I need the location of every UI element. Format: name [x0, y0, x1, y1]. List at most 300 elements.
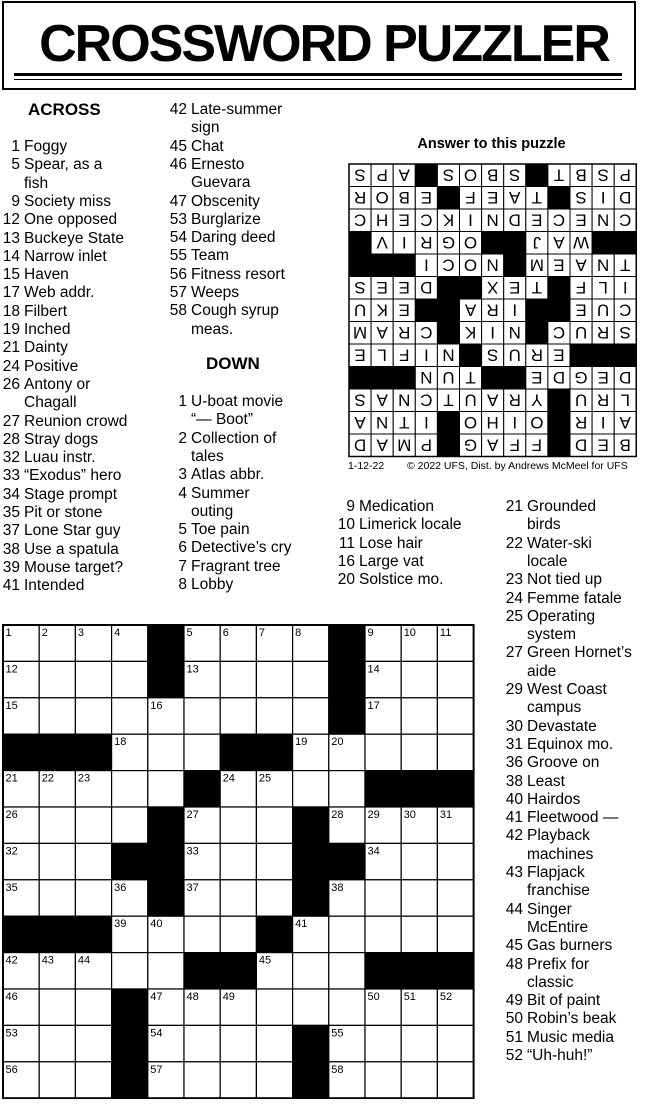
down-clue	[505, 1028, 645, 1047]
across-clue	[2, 247, 159, 266]
answer-letter: R	[398, 322, 411, 342]
answer-letter: P	[619, 165, 631, 185]
grid-cell[interactable]	[75, 698, 111, 734]
answer-letter: S	[619, 322, 631, 342]
grid-cell[interactable]	[401, 916, 437, 952]
cell-number: 30	[403, 809, 416, 821]
answer-letter: N	[597, 255, 610, 275]
grid-cell[interactable]	[220, 1025, 256, 1061]
answer-letter: Y	[531, 390, 543, 410]
answer-black-square	[482, 232, 504, 255]
down-clue	[505, 644, 645, 681]
clue-number: 54	[169, 229, 187, 247]
answer-letter: A	[354, 412, 366, 432]
grid-cell[interactable]	[148, 953, 184, 989]
grid-cell[interactable]	[220, 661, 256, 697]
grid-cell[interactable]	[39, 1025, 75, 1061]
grid-cell[interactable]	[365, 734, 401, 770]
grid-cell[interactable]	[401, 843, 437, 879]
grid-cell[interactable]	[112, 661, 148, 697]
answer-letter: F	[575, 277, 587, 297]
grid-cell[interactable]	[256, 661, 292, 697]
grid-cell[interactable]	[437, 661, 473, 697]
answer-letter: A	[486, 390, 499, 410]
answer-letter: U	[574, 390, 588, 410]
grid-cell[interactable]	[329, 989, 365, 1025]
answer-letter: C	[420, 210, 433, 230]
grid-cell[interactable]	[184, 1025, 220, 1061]
black-square	[112, 843, 148, 879]
grid-cell[interactable]	[437, 843, 473, 879]
answer-black-square	[548, 299, 570, 322]
black-square	[220, 953, 256, 989]
grid-cell[interactable]	[39, 1062, 75, 1098]
clue-number: 30	[505, 717, 523, 735]
black-square	[148, 880, 184, 916]
answer-letter: O	[463, 165, 478, 185]
answer-black-square	[526, 322, 548, 345]
answer-letter: B	[398, 187, 410, 207]
answer-letter: E	[486, 187, 499, 207]
answer-letter: D	[619, 367, 632, 387]
grid-cell[interactable]	[220, 698, 256, 734]
across-clue	[2, 467, 159, 485]
down-clue	[505, 900, 645, 938]
grid-cell[interactable]	[75, 843, 111, 879]
clue-number: 27	[2, 412, 20, 430]
answer-letter: T	[531, 277, 543, 297]
black-square	[3, 916, 39, 952]
answer-black-square	[437, 412, 459, 435]
clue-text: Large vat	[359, 552, 424, 570]
clue-text: Society miss	[24, 192, 111, 210]
black-square	[365, 771, 401, 807]
grid-cell[interactable]	[401, 734, 437, 770]
grid-cell[interactable]	[437, 1062, 473, 1098]
answer-letter: R	[530, 345, 543, 365]
answer-black-square	[614, 232, 636, 255]
black-square	[148, 843, 184, 879]
clue-text: “Exodus” hero	[24, 467, 122, 485]
clue-text: Ernesto Guevara	[191, 155, 251, 192]
black-square	[256, 734, 292, 770]
clue-text: Grounded birds	[527, 498, 596, 534]
page-title: CROSSWORD PUZZLER	[39, 15, 609, 73]
answer-letter: U	[508, 345, 521, 365]
across-clue	[2, 412, 159, 431]
down-clue	[337, 516, 489, 534]
answer-letter: K	[376, 300, 388, 320]
black-square	[75, 916, 111, 952]
grid-cell[interactable]	[365, 1062, 401, 1098]
answer-letter: E	[354, 345, 366, 365]
grid-cell[interactable]	[256, 880, 292, 916]
answer-letter: S	[354, 165, 366, 185]
cell-number: 4	[114, 627, 121, 639]
clue-text: Buckeye State	[24, 229, 124, 247]
clue-text: Mouse target?	[24, 558, 124, 576]
grid-cell[interactable]	[148, 771, 184, 807]
grid-cell[interactable]	[401, 880, 437, 916]
cell-number: 24	[222, 772, 235, 785]
across-clue	[2, 375, 159, 413]
down-header: DOWN	[206, 354, 260, 373]
grid-cell[interactable]	[148, 734, 184, 770]
answer-letter: C	[353, 210, 367, 230]
grid-cell[interactable]	[329, 916, 365, 952]
clue-text: Spear, as a fish	[24, 156, 103, 192]
clue-number: 26	[2, 375, 20, 393]
grid-cell[interactable]	[256, 698, 292, 734]
down-clue	[505, 534, 645, 572]
answer-letter: O	[463, 412, 478, 432]
grid-cell[interactable]	[39, 880, 75, 916]
clue-text: Toe pain	[191, 521, 250, 539]
across-clue	[169, 284, 316, 302]
cell-number: 39	[114, 918, 127, 931]
answer-letter: C	[619, 210, 632, 230]
down-clue	[505, 955, 645, 993]
grid-cell[interactable]	[293, 989, 329, 1025]
cell-number: 43	[41, 954, 54, 967]
cell-number: 13	[186, 663, 199, 676]
clue-number: 2	[178, 429, 187, 447]
answer-letter: D	[508, 210, 521, 230]
answer-black-square	[371, 367, 393, 390]
answer-letter: B	[575, 165, 587, 185]
grid-cell[interactable]	[437, 734, 473, 770]
grid-cell[interactable]	[401, 1025, 437, 1061]
answer-letter: H	[376, 210, 389, 230]
answer-letter: U	[464, 390, 477, 410]
cell-number: 58	[331, 1063, 344, 1076]
clue-number: 20	[337, 571, 355, 589]
clue-number: 4	[178, 484, 187, 502]
puzzle-grid-svg[interactable]	[2, 624, 475, 1099]
answer-letter: I	[401, 232, 407, 252]
black-square	[365, 953, 401, 989]
down-clue	[346, 498, 489, 516]
answer-grid	[348, 163, 637, 463]
grid-cell[interactable]	[401, 1062, 437, 1098]
across-clue	[2, 302, 159, 321]
cell-number: 9	[367, 627, 374, 639]
answer-black-square	[548, 412, 570, 435]
across-header: ACROSS	[28, 100, 101, 119]
down-clue	[505, 772, 645, 791]
clue-number: 49	[505, 992, 523, 1010]
grid-cell[interactable]	[39, 698, 75, 734]
clue-number: 1	[178, 393, 187, 410]
clue-number: 37	[2, 522, 20, 540]
cell-number: 10	[403, 627, 416, 639]
black-square	[437, 953, 473, 989]
clue-text: Team	[191, 247, 229, 265]
cell-number: 16	[150, 699, 163, 712]
grid-cell[interactable]	[437, 880, 473, 916]
across-clue	[2, 357, 159, 376]
grid-cell[interactable]	[365, 1025, 401, 1061]
down-clue	[505, 864, 645, 901]
grid-cell[interactable]	[112, 953, 148, 989]
answer-letter: A	[486, 435, 499, 455]
clue-number: 58	[169, 302, 187, 320]
answer-black-square	[437, 187, 459, 210]
answer-letter: I	[512, 412, 518, 432]
answer-letter: E	[553, 345, 565, 365]
clue-number: 47	[169, 192, 187, 210]
grid-cell[interactable]	[112, 771, 148, 807]
grid-cell[interactable]	[75, 1025, 111, 1061]
answer-letter: R	[574, 412, 588, 432]
answer-letter: U	[574, 322, 588, 342]
grid-cell[interactable]	[256, 1025, 292, 1061]
answer-letter: C	[552, 210, 566, 230]
grid-cell[interactable]	[365, 880, 401, 916]
grid-cell[interactable]	[437, 698, 473, 734]
grid-cell[interactable]	[293, 661, 329, 697]
answer-black-square	[526, 299, 548, 322]
grid-cell[interactable]	[437, 1025, 473, 1061]
puzzle-grid[interactable]	[2, 624, 475, 1104]
answer-letter: P	[376, 165, 388, 185]
answer-letter: M	[397, 435, 412, 455]
answer-letter: E	[420, 187, 433, 207]
clue-number: 18	[2, 302, 20, 320]
answer-letter: M	[529, 255, 544, 275]
grid-cell[interactable]	[112, 698, 148, 734]
clue-number: 48	[505, 955, 523, 973]
cell-number: 35	[5, 881, 18, 894]
cell-number: 40	[150, 918, 163, 931]
cell-number: 29	[367, 809, 380, 821]
grid-cell[interactable]	[184, 734, 220, 770]
clue-number: 16	[337, 552, 355, 570]
answer-letter: E	[398, 300, 410, 320]
answer-letter: S	[354, 390, 366, 410]
footer-date: 1-12-22	[348, 460, 385, 472]
cell-number: 33	[186, 845, 199, 858]
answer-letter: D	[619, 187, 632, 207]
cell-number: 54	[150, 1027, 163, 1040]
answer-letter: C	[552, 322, 566, 342]
grid-cell[interactable]	[220, 807, 256, 843]
cell-number: 56	[5, 1063, 18, 1076]
answer-letter: R	[486, 300, 499, 320]
answer-letter: G	[463, 435, 478, 455]
clue-text: Filbert	[24, 302, 68, 320]
down-clue	[505, 589, 645, 608]
grid-cell[interactable]	[329, 953, 365, 989]
black-square	[148, 625, 184, 661]
across-clue	[169, 247, 316, 265]
grid-cell[interactable]	[220, 1062, 256, 1098]
across-clue	[169, 229, 316, 247]
black-square	[329, 843, 365, 879]
black-square	[329, 661, 365, 697]
grid-cell[interactable]	[184, 1062, 220, 1098]
cell-number: 44	[77, 954, 91, 967]
grid-cell[interactable]	[220, 916, 256, 952]
grid-cell[interactable]	[75, 989, 111, 1025]
clue-number: 17	[2, 284, 20, 302]
clue-text: Playback machines	[527, 827, 594, 863]
grid-cell[interactable]	[184, 916, 220, 952]
black-square	[293, 807, 329, 843]
grid-cell[interactable]	[401, 661, 437, 697]
clue-number: 24	[2, 357, 20, 375]
clue-number: 9	[11, 192, 20, 210]
clue-number: 41	[2, 577, 20, 595]
clue-number: 35	[2, 504, 20, 521]
answer-letter: E	[398, 277, 410, 297]
grid-cell[interactable]	[437, 916, 473, 952]
cell-number: 41	[295, 918, 308, 931]
answer-black-square	[526, 164, 548, 187]
cell-number: 28	[331, 809, 344, 821]
grid-cell[interactable]	[220, 880, 256, 916]
grid-cell[interactable]	[39, 661, 75, 697]
clue-number: 7	[178, 557, 187, 575]
answer-letter: A	[376, 435, 388, 455]
answer-grid-svg	[348, 163, 637, 458]
answer-letter: N	[508, 322, 521, 342]
black-square	[39, 916, 75, 952]
grid-cell[interactable]	[75, 661, 111, 697]
clue-number: 9	[346, 498, 355, 515]
down-clue	[505, 1010, 645, 1028]
down-clue	[178, 429, 316, 467]
black-square	[112, 1062, 148, 1098]
grid-cell[interactable]	[293, 698, 329, 734]
clue-text: Web addr.	[24, 284, 95, 302]
grid-cell[interactable]	[75, 1062, 111, 1098]
clue-text: Weeps	[191, 284, 239, 301]
clue-number: 3	[178, 466, 187, 484]
answer-letter: T	[443, 390, 454, 410]
answer-letter: E	[597, 435, 609, 455]
answer-letter: A	[464, 300, 477, 320]
across-clue	[2, 485, 159, 504]
grid-cell[interactable]	[75, 880, 111, 916]
answer-letter: U	[353, 300, 367, 320]
grid-cell[interactable]	[256, 843, 292, 879]
clue-text: Bit of paint	[527, 992, 601, 1010]
cell-number: 25	[258, 772, 272, 785]
grid-cell[interactable]	[256, 807, 292, 843]
clue-text: Foggy	[24, 138, 68, 155]
cell-number: 31	[439, 809, 453, 821]
clue-text: Fitness resort	[191, 265, 285, 283]
cell-number: 50	[367, 991, 380, 1003]
cell-number: 36	[114, 881, 127, 894]
answer-letter: F	[509, 435, 520, 455]
grid-cell[interactable]	[293, 771, 329, 807]
answer-letter: E	[509, 277, 521, 297]
down-clue	[178, 393, 316, 430]
answer-letter: I	[423, 412, 429, 432]
grid-cell[interactable]	[39, 989, 75, 1025]
grid-cell[interactable]	[401, 698, 437, 734]
answer-letter: P	[420, 435, 433, 455]
down-clue	[338, 534, 489, 553]
clue-text: Singer McEntire	[527, 900, 589, 936]
across-clue	[169, 101, 316, 138]
answer-black-square	[592, 232, 614, 255]
grid-cell[interactable]	[184, 698, 220, 734]
answer-black-square	[504, 367, 526, 390]
answer-letter: S	[575, 187, 587, 207]
answer-letter: E	[531, 367, 543, 387]
answer-letter: I	[423, 255, 429, 275]
cell-number: 37	[186, 881, 199, 894]
clue-text: Femme fatale	[527, 589, 622, 607]
clue-text: Flapjack franchise	[527, 864, 590, 900]
clue-number: 31	[505, 735, 523, 753]
clue-number: 21	[505, 498, 523, 515]
answer-black-square	[592, 344, 614, 367]
clue-text: Equinox mo.	[527, 735, 614, 753]
grid-cell[interactable]	[256, 1062, 292, 1098]
clue-text: U-boat movie “— Boot”	[191, 393, 284, 429]
cell-number: 14	[367, 663, 380, 676]
clue-number: 23	[505, 571, 523, 589]
clue-number: 50	[505, 1010, 523, 1028]
black-square	[148, 661, 184, 697]
answer-letter: K	[442, 210, 455, 230]
answer-letter: I	[600, 187, 606, 207]
answer-black-square	[393, 367, 415, 390]
answer-letter: N	[442, 345, 455, 365]
cell-number: 22	[41, 772, 54, 785]
clue-number: 24	[505, 589, 523, 607]
grid-cell[interactable]	[256, 989, 292, 1025]
clue-text: Late-summer sign	[191, 101, 283, 137]
grid-cell[interactable]	[329, 771, 365, 807]
clue-text: Pit or stone	[24, 504, 103, 521]
cell-number: 20	[331, 736, 344, 749]
clue-number: 38	[505, 772, 523, 790]
grid-cell[interactable]	[39, 807, 75, 843]
across-clue	[2, 449, 159, 467]
answer-letter: O	[530, 412, 544, 432]
answer-letter: U	[597, 300, 610, 320]
clue-number: 55	[169, 247, 187, 265]
clue-text: Haven	[24, 266, 69, 284]
clue-number: 19	[2, 321, 20, 338]
clue-number: 1	[11, 138, 20, 155]
cell-number: 8	[295, 627, 302, 639]
grid-cell[interactable]	[293, 953, 329, 989]
answer-letter: I	[622, 277, 628, 297]
grid-cell[interactable]	[75, 807, 111, 843]
clue-text: Atlas abbr.	[191, 466, 265, 484]
grid-cell[interactable]	[112, 807, 148, 843]
grid-cell[interactable]	[365, 916, 401, 952]
clue-number: 40	[505, 790, 523, 808]
answer-letter: C	[442, 255, 455, 275]
grid-cell[interactable]	[39, 843, 75, 879]
answer-black-square	[570, 344, 592, 367]
grid-cell[interactable]	[220, 843, 256, 879]
cell-number: 49	[222, 991, 235, 1003]
answer-black-square	[460, 277, 482, 300]
black-square	[256, 916, 292, 952]
cell-number: 42	[5, 954, 18, 967]
down-clue	[505, 992, 645, 1010]
answer-black-square	[437, 434, 459, 457]
answer-letter: F	[399, 345, 410, 365]
